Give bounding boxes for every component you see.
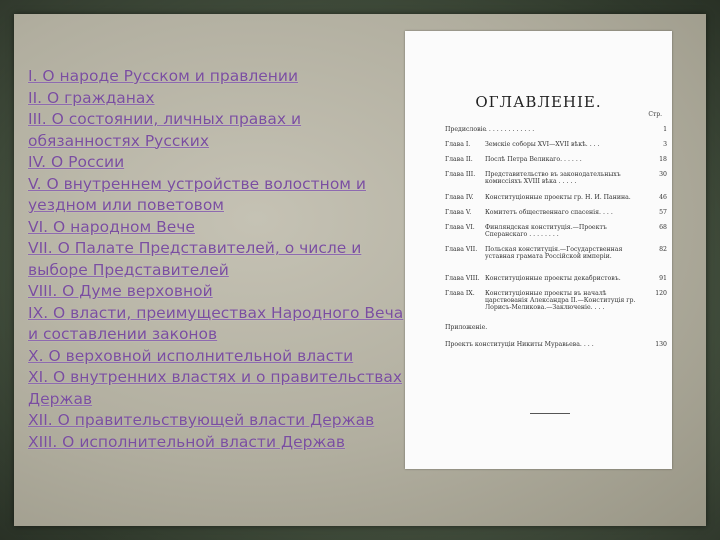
doc-entry-text: Финляндская конституція.—Проектъ Сперанскаго . . . . . . . . bbox=[485, 224, 607, 238]
doc-entry-text: Конституціонные проекты декабристовъ. bbox=[485, 275, 621, 282]
doc-entry-label: Глава VI. bbox=[445, 224, 475, 231]
doc-entry bbox=[445, 224, 667, 238]
toc-link-3[interactable]: III. О состоянии, личных правах и обязанностях Русских bbox=[28, 110, 302, 150]
doc-entry-label: Глава III. bbox=[445, 171, 476, 178]
doc-entry-page: 30 bbox=[659, 171, 667, 178]
doc-entry-page: 91 bbox=[659, 275, 667, 282]
toc-link-1[interactable]: I. О народе Русском и правлении bbox=[28, 67, 299, 85]
doc-entry-page bbox=[649, 324, 667, 331]
doc-entry-text: Конституціонные проекты въ началѣ царствованія Александра II.—Конституція гр. Лорисъ-Меликова.—Заключеніе. . . . bbox=[485, 290, 636, 311]
doc-entry-text bbox=[487, 324, 649, 331]
toc-link-12[interactable]: XII. О правительствующей власти Держав bbox=[28, 411, 375, 429]
doc-entry-text: . . . . . . . . . . . . . bbox=[485, 126, 535, 133]
document-title: ОГЛАВЛЕНІЕ. bbox=[475, 93, 602, 111]
doc-entry-page: 68 bbox=[659, 224, 667, 231]
page-column-header: Стр. bbox=[648, 111, 662, 118]
doc-entry-label: Предисловіе bbox=[445, 126, 487, 133]
doc-entry-page: 120 bbox=[655, 290, 667, 297]
toc-link-5[interactable]: V. О внутреннем устройстве волостном и уездном или поветовом bbox=[28, 174, 366, 214]
doc-entry-page: 82 bbox=[659, 246, 667, 253]
doc-entry bbox=[445, 290, 667, 311]
doc-entry bbox=[445, 156, 667, 163]
doc-entry-page: 130 bbox=[655, 341, 667, 348]
toc-link-2[interactable]: II. О гражданах bbox=[28, 88, 155, 107]
doc-entry-label: Глава II. bbox=[445, 156, 473, 163]
doc-entry-page: 57 bbox=[659, 209, 667, 216]
doc-entry-label: Глава IV. bbox=[445, 194, 474, 201]
doc-entry-page: 1 bbox=[663, 126, 667, 133]
toc-link-13[interactable]: XIII. О исполнительной власти Держав bbox=[28, 432, 346, 451]
doc-entry bbox=[445, 171, 667, 185]
doc-entry bbox=[445, 209, 667, 216]
doc-entry-page: 46 bbox=[659, 194, 667, 201]
doc-entry-label: Приложеніе. bbox=[445, 324, 488, 331]
doc-entry-text: Польская конституція.—Государственная уставная грамата Россійской имперіи. bbox=[485, 246, 623, 260]
doc-entry bbox=[445, 246, 667, 260]
doc-entry-text: Представительство въ законодательныхъ комиссіяхъ XVIII вѣка . . . . . bbox=[485, 171, 621, 185]
toc-link-9[interactable]: IX. О власти, преимуществах Народного Веча и составлении законов bbox=[28, 303, 404, 343]
doc-entry-page: 18 bbox=[659, 156, 667, 163]
doc-entry bbox=[445, 341, 667, 348]
doc-entry-text: Земскіе соборы XVI—XVII вѣкѣ. . . . bbox=[485, 141, 600, 148]
toc-link-7[interactable]: VII. О Палате Представителей, о числе и выборе Представителей bbox=[28, 239, 362, 279]
toc-link-6[interactable]: VI. О народном Вече bbox=[28, 217, 195, 236]
doc-entry bbox=[445, 194, 667, 201]
toc-link-8[interactable]: VIII. О Думе верховной bbox=[28, 282, 213, 300]
toc-link-11[interactable]: XI. О внутренних властях и о правительствах Держав bbox=[28, 368, 403, 408]
doc-entry bbox=[445, 141, 667, 148]
scanned-contents-page bbox=[405, 31, 672, 469]
doc-entry-label: Глава IX. bbox=[445, 290, 475, 297]
doc-entry-text: Послѣ Петра Великаго. . . . . . bbox=[485, 156, 582, 163]
doc-entry bbox=[445, 275, 667, 282]
document-divider bbox=[530, 413, 570, 414]
doc-entry bbox=[445, 126, 667, 133]
doc-entry-label: Глава V. bbox=[445, 209, 472, 216]
doc-entry-label: Проектъ конституціи Никиты Муравьева. . . . bbox=[445, 341, 594, 348]
toc-link-list bbox=[28, 66, 408, 453]
doc-entry-label: Глава I. bbox=[445, 141, 471, 148]
doc-entry-page: 3 bbox=[663, 141, 667, 148]
doc-entry bbox=[445, 324, 667, 331]
toc-link-4[interactable]: IV. О России bbox=[28, 153, 125, 171]
doc-entry-text: Комитетъ общественнаго спасенія. . . . bbox=[485, 209, 613, 216]
doc-entry-label: Глава VIII. bbox=[445, 275, 480, 282]
doc-entry-text: Конституціонные проекты гр. Н. И. Панина. bbox=[485, 194, 631, 201]
doc-entry-label: Глава VII. bbox=[445, 246, 478, 253]
toc-link-10[interactable]: X. О верховной исполнительной власти bbox=[28, 346, 354, 365]
